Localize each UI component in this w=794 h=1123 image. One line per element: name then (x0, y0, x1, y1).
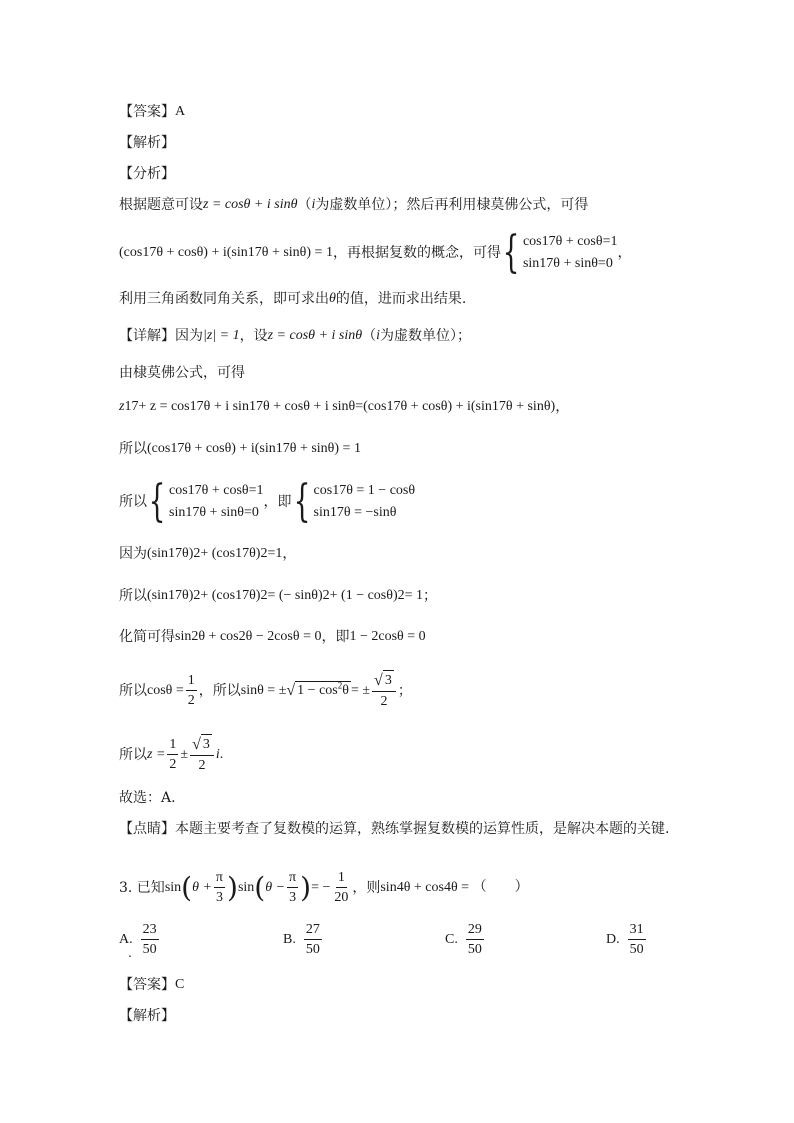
fraction (304, 920, 322, 959)
question-3: 3. 已知 sin ( θ + $\frac{\pi}{3}$ ) sin ( θ − $\frac{\pi}{3}$ ) = − $\frac{1}{20}$ ，则 sin 4 θ + cos 4 θ = （ ） (119, 870, 529, 905)
analysis-para-3 (119, 290, 466, 308)
analysis-para-2 (119, 227, 632, 278)
fraction: √ 3 2 (190, 734, 214, 775)
formula: sin (380, 879, 397, 895)
formula: |z| = 1 (203, 328, 240, 343)
text-segment: ，则 (352, 879, 381, 896)
denominator: 2 (187, 693, 195, 708)
fraction (628, 920, 646, 959)
formula: (sin17θ) (147, 546, 194, 561)
dianjing-text: 本题主要考查了复数模的运算，熟练掌握复数模的运算性质，是解决本题的关键. (175, 821, 670, 837)
equation-system: { cos17θ = 1 − cosθ sin17θ = −sinθ (293, 476, 416, 527)
fraction (287, 868, 298, 907)
plus-minus: ± (180, 746, 189, 762)
numerator: 1 (186, 671, 197, 691)
fraction (332, 868, 350, 907)
answer-label: 【答案】 (119, 977, 175, 993)
answer-label: 【答案】 (119, 104, 175, 120)
text-segment: ； (423, 588, 438, 604)
theta: θ (329, 291, 336, 306)
formula: sin (175, 629, 192, 644)
text-segment: 所以 (119, 441, 147, 457)
numerator: 29 (466, 920, 484, 940)
square-root: √ $1 - \cos^2\theta$ (286, 680, 349, 699)
formula: θ + (192, 879, 212, 895)
denominator: 20 (334, 890, 349, 905)
formula: sinθ = ± (240, 682, 287, 698)
formula: (sin17θ) (147, 588, 194, 603)
system-row: cos17θ = 1 − cosθ (313, 483, 416, 498)
option-a[interactable] (119, 920, 161, 959)
exponent: 2 (337, 680, 343, 691)
formula: =1 (267, 546, 283, 561)
formula: + (1 − cosθ) (329, 588, 398, 603)
fenxi-heading: 【分析】 (119, 166, 175, 182)
variable: z (119, 399, 125, 414)
text-segment: ，即 (321, 629, 350, 645)
formula: z = cosθ + i sinθ (203, 197, 298, 212)
fraction (214, 868, 225, 907)
numerator: 3 (201, 734, 212, 754)
formula: + (cos17θ) (200, 588, 261, 603)
imag-unit: i (215, 746, 220, 762)
imag-unit: i (311, 197, 316, 212)
formula: θ + cos (198, 629, 239, 644)
analysis-heading: 【解析】 (119, 135, 175, 151)
radicand: 1 − cos (297, 683, 338, 698)
text-segment: （ (362, 328, 377, 344)
numerator: 3 (383, 670, 394, 690)
analysis-heading-2: 【解析】 (119, 1008, 175, 1024)
text-segment: 因为 (119, 546, 147, 562)
therefore-line-2 (119, 476, 416, 527)
text-segment: 的值，进而求出结果. (335, 291, 467, 307)
formula: cosθ = (147, 682, 184, 698)
formula: = ± (350, 682, 371, 698)
text-segment: 所以 (119, 494, 147, 510)
formula: = (− sinθ) (267, 588, 323, 603)
demoivre-line: 由棣莫佛公式，可得 (119, 365, 245, 381)
denominator: 50 (142, 942, 157, 957)
detail-label: 【详解】 (119, 328, 175, 344)
option-label: B. (283, 931, 296, 947)
simplify-line: 化简可得 sin 2 θ + cos 2 θ − 2cosθ = 0 ，即 1 − 2cosθ = 0 (119, 629, 426, 645)
question-number: 3. 已知 (119, 879, 165, 896)
formula: θ + cos (403, 879, 444, 895)
option-label: D. (606, 931, 620, 947)
text-segment: 所以 (119, 746, 147, 763)
answer-line-2 (119, 976, 184, 994)
text-segment: ， (617, 245, 632, 261)
option-label: A. (119, 931, 133, 947)
fraction (186, 671, 197, 710)
system-row: cos17θ + cosθ=1 (522, 234, 618, 249)
denominator: 2 (380, 694, 388, 709)
system-row: sin17θ + sinθ=0 (169, 505, 259, 520)
numerator: 1 (167, 735, 178, 755)
numerator: 31 (628, 920, 646, 940)
formula: = − (311, 879, 331, 895)
option-c[interactable] (445, 920, 486, 959)
numerator: 23 (141, 920, 159, 940)
text-segment: 根据题意可设 (119, 197, 203, 213)
because-line: 因为 (sin17θ) 2 + (cos17θ) 2 =1 ， (119, 546, 297, 562)
formula: θ − (265, 879, 286, 895)
answer-line (119, 103, 185, 121)
text-segment: ，再根据复数的概念，可得 (332, 245, 501, 261)
fraction: √ 3 2 (372, 670, 396, 711)
formula: (cos17θ + cosθ) + i(sin17θ + sinθ) = 1 (119, 245, 333, 260)
formula: θ = （ ） (450, 879, 529, 895)
system-row: sin17θ + sinθ=0 (522, 256, 613, 271)
denominator: 2 (198, 758, 206, 773)
text-segment: （ (297, 197, 312, 213)
answer-value: C (175, 977, 185, 992)
therefore-line-3: 所以 (sin17θ) 2 + (cos17θ) 2 = (− sinθ) 2 + (1 − cosθ) 2 = 1 ； (119, 588, 438, 604)
text-segment: 利用三角函数同角关系，即可求出 (119, 291, 329, 307)
formula: z = cosθ + i sinθ (267, 328, 363, 343)
choice-line: 故选：A. (119, 790, 176, 806)
text-segment: ，设 (239, 328, 268, 344)
denominator: 50 (629, 942, 644, 957)
denominator: 3 (289, 890, 297, 905)
numerator: 27 (304, 920, 322, 940)
denominator: 2 (169, 757, 177, 772)
therefore-line-1 (119, 440, 361, 458)
option-a-dot: . (128, 946, 132, 960)
formula: = 1 (404, 588, 424, 603)
text-segment: ； (397, 682, 412, 699)
formula: + z = cos17θ + i sin17θ + cosθ + i sinθ=(cos17θ + cosθ) + i(sin17θ + sinθ) (138, 399, 556, 414)
text-segment: ， (282, 546, 297, 562)
option-b[interactable] (283, 920, 324, 959)
formula: sin (164, 879, 182, 895)
imag-unit: i (376, 328, 380, 343)
denominator: 50 (305, 942, 320, 957)
analysis-para-1 (119, 196, 588, 214)
formula: sin (237, 879, 255, 895)
expansion-line: z 17 + z = cos17θ + i sin17θ + cosθ + i sinθ=(cos17θ + cosθ) + i(sin17θ + sinθ) ， (119, 399, 570, 415)
fraction (167, 735, 178, 774)
text-segment: 化简可得 (119, 629, 175, 645)
system-row: cos17θ + cosθ=1 (169, 483, 264, 498)
radicand: θ (342, 683, 349, 698)
option-d[interactable] (606, 920, 648, 959)
denominator: 3 (215, 890, 223, 905)
answer-value: A (175, 104, 186, 119)
dianjing-label: 【点睛】 (119, 821, 175, 837)
text-segment: ，所以 (198, 682, 241, 699)
text-segment: ， (555, 399, 570, 415)
text-segment: 为虚数单位）； (379, 328, 471, 344)
detail-line (119, 327, 471, 345)
text-segment: 所以 (119, 588, 147, 604)
formula: + (cos17θ) (200, 546, 261, 561)
cos-sin-line (119, 670, 412, 711)
fraction (141, 920, 159, 959)
numerator: 1 (336, 868, 347, 888)
fraction (466, 920, 484, 959)
numerator: π (287, 868, 298, 888)
text-segment: 为虚数单位）；然后再利用棣莫佛公式，可得 (315, 197, 589, 213)
numerator: π (214, 868, 225, 888)
z-result-line (119, 734, 223, 775)
formula: z = (147, 746, 166, 762)
equation-system: { cos17θ + cosθ=1 sin17θ + sinθ=0 (502, 227, 618, 278)
option-label: C. (445, 931, 458, 947)
system-row: sin17θ = −sinθ (313, 505, 397, 520)
text-segment: . (219, 746, 224, 762)
denominator: 50 (467, 942, 482, 957)
dianjing-line (119, 820, 669, 838)
text-segment: ，即 (263, 494, 292, 510)
text-segment: 因为 (175, 328, 203, 344)
formula: 1 − 2cosθ = 0 (349, 629, 426, 644)
formula: θ − 2cosθ = 0 (245, 629, 322, 644)
text-segment: 所以 (119, 682, 147, 699)
equation-system: { cos17θ + cosθ=1 sin17θ + sinθ=0 (148, 476, 264, 527)
formula: (cos17θ + cosθ) + i(sin17θ + sinθ) = 1 (147, 441, 361, 456)
